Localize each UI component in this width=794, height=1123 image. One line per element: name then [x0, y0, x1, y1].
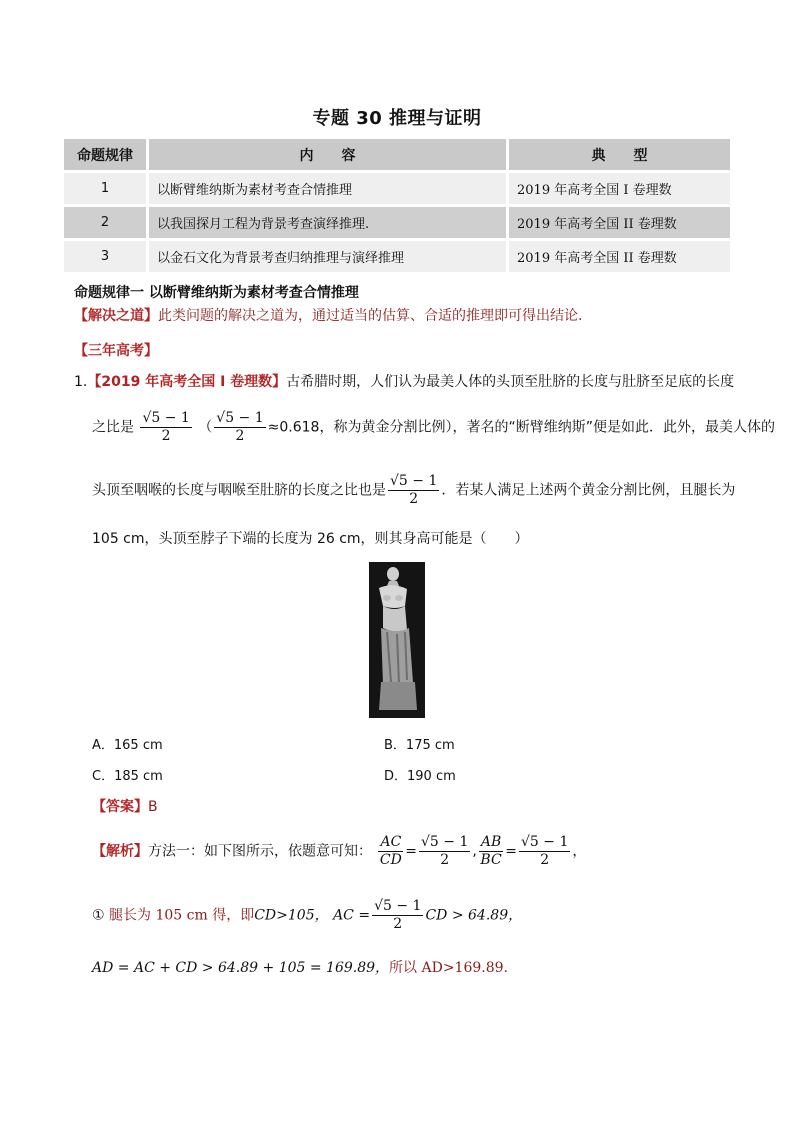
method-line	[74, 305, 582, 325]
ab-bc-fraction	[479, 834, 503, 869]
question-line-2	[92, 410, 775, 445]
answer-line	[92, 796, 158, 816]
row-content: 以我国探月工程为背景考查演绎推理.	[149, 207, 509, 238]
step2-tail: 所以 AD>169.89.	[389, 960, 508, 976]
fraction-numerator: √5 − 1	[142, 410, 190, 426]
method-text: 此类问题的解决之道为，通过适当的估算、合适的推理即可得出结论.	[158, 308, 583, 324]
fraction-denominator: 2	[393, 916, 403, 932]
comma: ，	[572, 843, 587, 860]
question-source: 【2019 年高考全国 I 卷理数】	[87, 374, 287, 390]
row-content: 以金石文化为背景考查归纳推理与演绎推理	[149, 241, 509, 272]
ac-cd-fraction	[378, 834, 403, 869]
row-example: 2019 年高考全国 II 卷理数	[509, 207, 730, 238]
golden-ratio-fraction	[214, 410, 265, 445]
row-number: 3	[64, 241, 149, 272]
question-line-1	[74, 371, 734, 391]
table-row	[64, 207, 730, 238]
option-a: A．165 cm	[92, 738, 163, 753]
fraction-denominator: 2	[540, 852, 550, 868]
rules-table	[64, 136, 730, 275]
step1-tail: CD > 64.89，	[425, 907, 523, 924]
option-d: D．190 cm	[384, 769, 456, 784]
question-text-3a: 头顶至咽喉的长度与咽喉至肚脐的长度之比也是	[92, 482, 386, 499]
table-row	[64, 173, 730, 204]
header-example: 典 型	[509, 139, 730, 170]
golden-ratio-fraction	[140, 410, 191, 445]
section-heading: 命题规律一 以断臂维纳斯为素材考查合情推理	[74, 285, 359, 301]
row-content: 以断臂维纳斯为素材考查合情推理	[149, 173, 509, 204]
table-header-row	[64, 139, 730, 170]
three-years-text: 【三年高考】	[74, 343, 158, 359]
fraction-numerator: √5 − 1	[421, 834, 469, 850]
row-number: 1	[64, 173, 149, 204]
question-line-3	[92, 473, 735, 508]
fraction-numerator: AC	[380, 834, 402, 850]
option-c: C．185 cm	[92, 769, 163, 784]
golden-ratio-fraction	[388, 473, 439, 508]
question-paren: （	[198, 419, 213, 436]
fraction-denominator: 2	[409, 491, 419, 507]
step2-math: AD = AC + CD > 64.89 + 105 = 169.89，	[92, 960, 390, 976]
row-example: 2019 年高考全国 II 卷理数	[509, 241, 730, 272]
question-line-4: 105 cm，头顶至脖子下端的长度为 26 cm，则其身高可能是（ ）	[92, 531, 529, 547]
answer-value: B	[148, 799, 158, 815]
answer-label: 【答案】	[92, 799, 148, 815]
fraction-numerator: √5 − 1	[374, 898, 422, 914]
analysis-line-1	[92, 834, 586, 869]
step-marker: ①	[92, 907, 105, 924]
step1-text: 腿长为 105 cm 得，即	[109, 907, 255, 924]
page-title: 专题 30 推理与证明	[312, 108, 482, 129]
row-number: 2	[64, 207, 149, 238]
equals-sign: =	[505, 843, 517, 860]
question-text-2b: ≈0.618，称为黄金分割比例），著名的“断臂维纳斯”便是如此．此外，最美人体的	[267, 419, 775, 436]
question-number: 1.	[74, 374, 88, 390]
fraction-numerator: √5 − 1	[390, 473, 438, 489]
analysis-step-2	[92, 958, 508, 978]
fraction-denominator: 2	[161, 428, 171, 444]
analysis-step-1	[92, 898, 522, 933]
fraction-numerator: √5 − 1	[216, 410, 264, 426]
header-rule: 命题规律	[64, 139, 149, 170]
golden-ratio-fraction	[419, 834, 470, 869]
fraction-denominator: CD	[379, 852, 402, 868]
fraction-numerator: AB	[480, 834, 502, 850]
comma: ,	[472, 843, 477, 860]
row-example: 2019 年高考全国 I 卷理数	[509, 173, 730, 204]
golden-ratio-fraction	[519, 834, 570, 869]
fraction-numerator: √5 − 1	[520, 834, 569, 850]
golden-ratio-fraction	[372, 898, 423, 933]
venus-statue-image	[369, 562, 425, 718]
step1-ac: AC =	[333, 907, 371, 924]
step1-cd: CD>105，	[254, 907, 329, 924]
three-years-label	[74, 340, 158, 360]
equals-sign: =	[405, 843, 418, 860]
option-b: B．175 cm	[384, 738, 455, 753]
fraction-denominator: 2	[235, 428, 245, 444]
header-content: 内 容	[149, 139, 509, 170]
table-row	[64, 241, 730, 272]
method-label: 【解决之道】	[74, 308, 158, 324]
fraction-denominator: 2	[440, 852, 450, 868]
analysis-intro: 方法一：如下图所示，依题意可知：	[148, 843, 372, 860]
fraction-denominator: BC	[480, 852, 502, 868]
question-text-1: 古希腊时期，人们认为最美人体的头顶至肚脐的长度与肚脐至足底的长度	[286, 374, 735, 390]
question-text-3b: ．若某人满足上述两个黄金分割比例，且腿长为	[441, 482, 736, 499]
analysis-label: 【解析】	[92, 843, 148, 860]
question-text-2a: 之比是	[92, 419, 134, 436]
